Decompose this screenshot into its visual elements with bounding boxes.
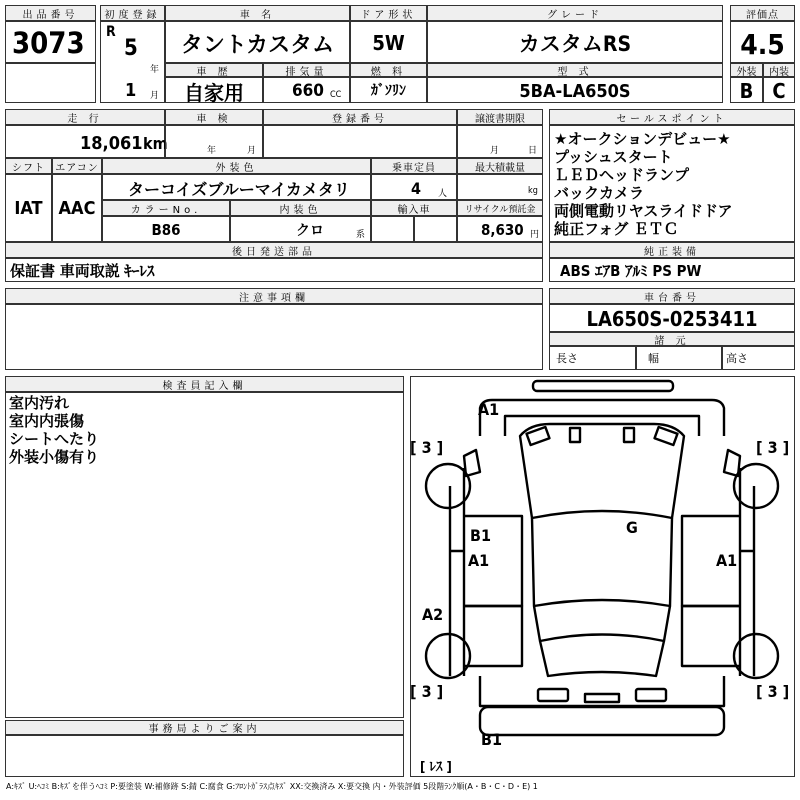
era: R xyxy=(106,24,116,40)
history-value: 自家用 xyxy=(184,80,244,105)
car-name: タントカスタム xyxy=(180,32,335,58)
interior-color-value: クロ xyxy=(296,223,324,239)
reg-month: 1 xyxy=(125,80,137,101)
transfer-month-unit: 月 xyxy=(490,146,500,156)
damage-mark: B1 xyxy=(470,526,491,545)
sales-point: プッシュスタート xyxy=(554,148,673,166)
inspection-month-unit: 月 xyxy=(247,146,257,156)
damage-mark: [ ﾚｽ ] xyxy=(420,760,452,775)
damage-mark: [ 3 ] xyxy=(410,438,444,457)
dimensions-label: 諸 元 xyxy=(549,332,795,346)
sales-points-label: セールスポイント xyxy=(549,109,795,125)
inspector-note: シートへたり xyxy=(9,430,100,448)
car-name-label: 車 名 xyxy=(165,5,350,21)
inspector-notes-label: 検査員記入欄 xyxy=(5,376,404,392)
door-value: 5W xyxy=(372,31,405,55)
later-parts-label: 後日発送部品 xyxy=(5,242,543,258)
registration-label: 登録番号 xyxy=(263,109,457,125)
score-label: 評価点 xyxy=(730,5,795,21)
kg-unit: kg xyxy=(528,186,538,196)
lot-empty-box xyxy=(5,63,96,103)
damage-mark: A1 xyxy=(468,551,490,570)
office-notice-box xyxy=(5,735,404,777)
mileage-label: 走 行 xyxy=(5,109,165,125)
width-label: 幅 xyxy=(648,352,659,365)
model-label: 型 式 xyxy=(427,63,723,77)
inspector-note: 外装小傷有り xyxy=(9,448,100,466)
inspector-note: 室内内張傷 xyxy=(9,412,85,430)
kei-unit: 系 xyxy=(356,230,366,240)
cautions-label: 注意事項欄 xyxy=(5,288,543,304)
color-no-label: カラーNo. xyxy=(102,200,230,216)
damage-mark: [ 3 ] xyxy=(410,682,444,701)
history-label: 車 歴 xyxy=(165,63,263,77)
inspection-label: 車 検 xyxy=(165,109,263,125)
damage-mark: G xyxy=(626,518,638,537)
recycle-label: リサイクル預託金 xyxy=(457,200,543,216)
transfer-deadline-label: 譲渡書期限 xyxy=(457,109,543,125)
score-value: 4.5 xyxy=(740,27,785,61)
recycle-value: 8,630 xyxy=(481,221,524,239)
first-registration-label: 初度登録 xyxy=(100,5,165,21)
shift-value: IAT xyxy=(14,197,43,219)
mileage-value: 18,061 xyxy=(80,132,143,154)
sales-point: 両側電動リヤスライドドア xyxy=(554,202,733,220)
import-box-a xyxy=(371,216,414,242)
reg-year: 5 xyxy=(124,36,138,61)
transfer-day-unit: 日 xyxy=(528,146,538,156)
chassis-number: LA650S-0253411 xyxy=(586,307,758,331)
exterior-label: 外装 xyxy=(730,63,763,77)
capacity-label: 乗車定員 xyxy=(371,158,457,174)
grade-label: グレード xyxy=(427,5,723,21)
displacement-value: 660 xyxy=(292,81,324,101)
displacement-label: 排気量 xyxy=(263,63,350,77)
model-value: 5BA-LA650S xyxy=(519,80,631,102)
exterior-color-value: ターコイズブルーマイカメタリ xyxy=(128,179,350,199)
inspector-note: 室内汚れ xyxy=(9,394,70,412)
height-label: 高さ xyxy=(726,352,748,365)
km-unit: km xyxy=(143,133,168,153)
damage-mark: A2 xyxy=(422,605,444,624)
equipment-value: ABS ｴｱB ｱﾙﾐ PS PW xyxy=(560,261,702,280)
damage-legend: A:ｷｽﾞ U:ﾍｺﾐ B:ｷｽﾞを伴うﾍｺﾐ P:要塗装 W:補修跡 S:錆 C:腐食 G:ﾌﾛﾝﾄｶﾞﾗｽ点ｷｽﾞ XX:交換済み X:要交換 内・外装評価 5段階ﾗﾝｸ順(A・B・C・D・E) 1 xyxy=(6,782,538,791)
damage-mark: A1 xyxy=(716,551,738,570)
grade-value: カスタムRS xyxy=(518,32,632,56)
aircon-label: エアコン xyxy=(52,158,102,174)
sales-point: ★オークションデビュー★ xyxy=(554,130,731,148)
registration-box xyxy=(263,125,457,158)
length-label: 長さ xyxy=(556,352,578,365)
sales-point: ＬＥＤヘッドランプ xyxy=(554,166,690,184)
fuel-value: ｶﾞｿﾘﾝ xyxy=(371,83,406,99)
sales-point: 純正フォグ ＥＴＣ xyxy=(554,220,679,238)
color-no-value: B86 xyxy=(151,221,181,239)
month-unit: 月 xyxy=(150,91,160,101)
year-unit: 年 xyxy=(150,65,160,75)
sales-point: バックカメラ xyxy=(554,184,645,202)
damage-mark: B1 xyxy=(481,730,502,749)
import-label: 輸入車 xyxy=(371,200,457,216)
inspection-year-unit: 年 xyxy=(207,146,217,156)
exterior-color-label: 外装色 xyxy=(102,158,371,174)
capacity-value: 4 xyxy=(411,178,422,198)
yen-unit: 円 xyxy=(530,230,540,240)
damage-mark: [ 3 ] xyxy=(756,682,790,701)
cc-unit: CC xyxy=(330,90,342,100)
chassis-number-label: 車台番号 xyxy=(549,288,795,304)
lot-number: 3073 xyxy=(12,26,85,60)
later-parts-value: 保証書 車両取説 ｷｰﾚｽ xyxy=(10,261,155,280)
exterior-grade: B xyxy=(739,79,754,103)
fuel-label: 燃 料 xyxy=(350,63,427,77)
damage-mark: [ 3 ] xyxy=(756,438,790,457)
person-unit: 人 xyxy=(438,189,448,199)
door-label: ドア形状 xyxy=(350,5,427,21)
shift-label: シフト xyxy=(5,158,52,174)
import-box-b xyxy=(414,216,457,242)
car-diagram xyxy=(410,376,795,777)
lot-number-label: 出品番号 xyxy=(5,5,96,21)
interior-grade: C xyxy=(772,79,786,103)
cautions-box xyxy=(5,304,543,370)
max-load-label: 最大積載量 xyxy=(457,158,543,174)
equipment-label: 純正装備 xyxy=(549,242,795,258)
office-notice-label: 事務局よりご案内 xyxy=(5,720,404,735)
aircon-value: AAC xyxy=(58,197,96,219)
interior-label: 内装 xyxy=(763,63,795,77)
interior-color-label: 内装色 xyxy=(230,200,371,216)
damage-mark: A1 xyxy=(478,400,500,419)
